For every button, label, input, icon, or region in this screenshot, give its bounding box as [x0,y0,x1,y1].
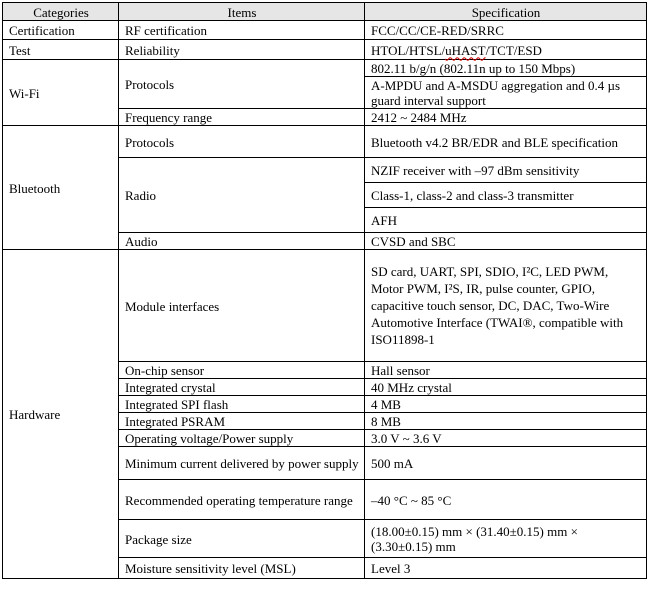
spec-psram: 8 MB [365,413,647,430]
item-audio: Audio [119,233,365,250]
spec-bt-protocols: Bluetooth v4.2 BR/EDR and BLE specification [365,126,647,158]
spec-audio: CVSD and SBC [365,233,647,250]
item-integrated-crystal: Integrated crystal [119,379,365,396]
row-bt-protocols [3,126,647,158]
category-bluetooth: Bluetooth [3,126,119,250]
spec-radio-2: Class-1, class-2 and class-3 transmitter [365,183,647,208]
spec-frequency-range: 2412 ~ 2484 MHz [365,109,647,126]
row-test [3,40,647,60]
spec-spi-flash: 4 MB [365,396,647,413]
item-wifi-protocols: Protocols [119,60,365,109]
item-radio: Radio [119,158,365,233]
spec-wifi-protocols-2: A-MPDU and A-MSDU aggregation and 0.4 µs guard interval support [365,77,647,109]
category-test: Test [3,40,119,60]
spec-integrated-crystal: 40 MHz crystal [365,379,647,396]
category-wifi: Wi-Fi [3,60,119,126]
item-bt-protocols: Protocols [119,126,365,158]
spec-msl: Level 3 [365,558,647,579]
row-wifi-protocols-1 [3,60,647,77]
spec-rf-certification: FCC/CC/CE-RED/SRRC [365,21,647,40]
item-package-size: Package size [119,520,365,558]
spec-wifi-protocols-1: 802.11 b/g/n (802.11n up to 150 Mbps) [365,60,647,77]
spec-reliability-pre: HTOL/HTSL/ [371,42,446,58]
header-row [3,3,647,21]
item-module-interfaces: Module interfaces [119,250,365,362]
item-rf-certification: RF certification [119,21,365,40]
item-msl: Moisture sensitivity level (MSL) [119,558,365,579]
spec-minimum-current: 500 mA [365,447,647,480]
item-operating-voltage: Operating voltage/Power supply [119,430,365,447]
spec-radio-1: NZIF receiver with –97 dBm sensitivity [365,158,647,183]
item-on-chip-sensor: On-chip sensor [119,362,365,379]
header-specification: Specification [365,3,647,21]
spec-reliability [365,40,647,60]
specification-table [2,2,647,579]
spec-radio-3: AFH [365,208,647,233]
spec-operating-voltage: 3.0 V ~ 3.6 V [365,430,647,447]
item-frequency-range: Frequency range [119,109,365,126]
spec-operating-temperature: –40 °C ~ 85 °C [365,480,647,520]
item-spi-flash: Integrated SPI flash [119,396,365,413]
spec-module-interfaces: SD card, UART, SPI, SDIO, I²C, LED PWM, Motor PWM, I²S, IR, pulse counter, GPIO, capacitive touch sensor, DC, DAC, Two-Wire Automotive Interface (TWAI®, compatible with ISO11898-1 [365,250,647,362]
header-categories: Categories [3,3,119,21]
item-minimum-current: Minimum current delivered by power supply [119,447,365,480]
item-reliability: Reliability [119,40,365,60]
item-operating-temperature: Recommended operating temperature range [119,480,365,520]
spec-reliability-uhast: uHAST [445,42,486,58]
row-hw-module [3,250,647,362]
spec-package-size: (18.00±0.15) mm × (31.40±0.15) mm × (3.30±0.15) mm [365,520,647,558]
category-certification: Certification [3,21,119,40]
category-hardware: Hardware [3,250,119,579]
header-items: Items [119,3,365,21]
row-certification [3,21,647,40]
spec-on-chip-sensor: Hall sensor [365,362,647,379]
spec-reliability-post: /TCT/ESD [485,42,542,58]
item-psram: Integrated PSRAM [119,413,365,430]
